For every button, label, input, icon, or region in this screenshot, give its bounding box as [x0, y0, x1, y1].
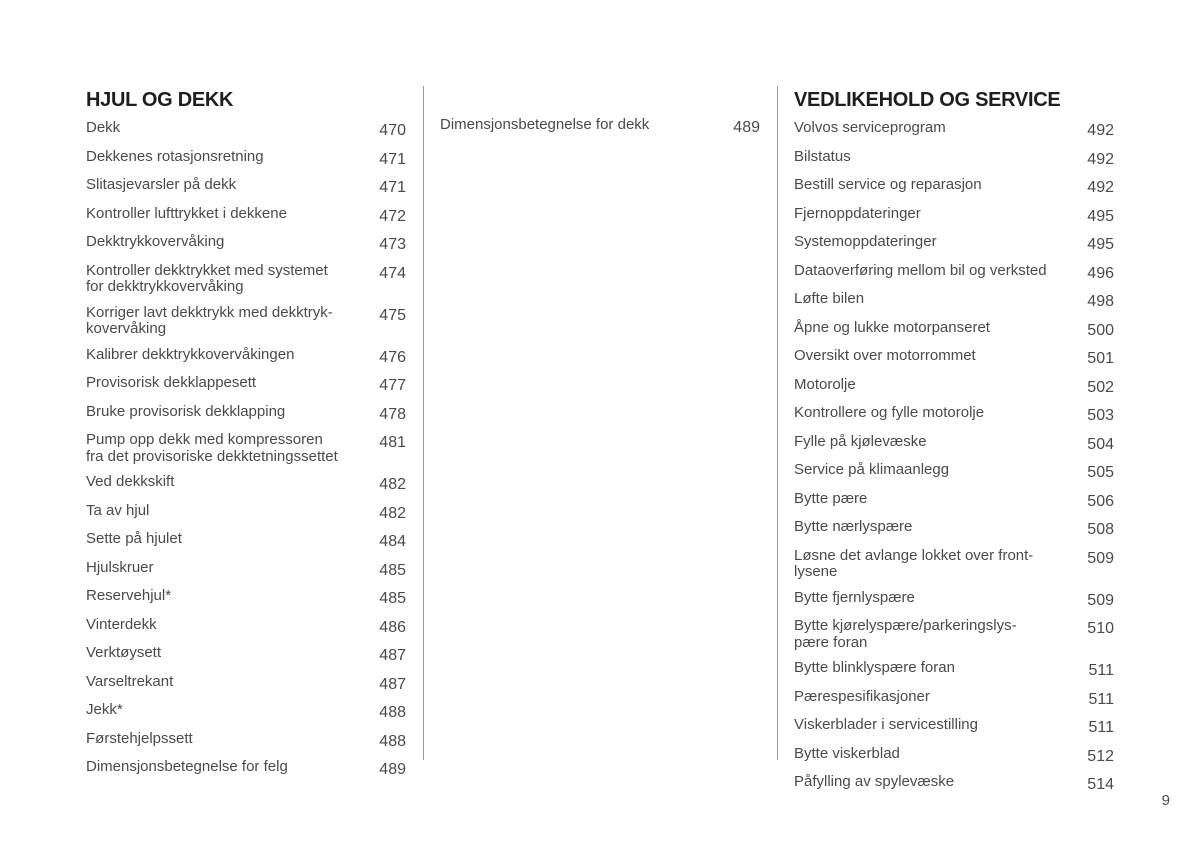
toc-entry-title: Bytte fjernlyspære: [794, 588, 915, 606]
toc-entry[interactable]: [794, 717, 1114, 737]
toc-entry-title: Dekktrykkovervåking: [86, 233, 225, 250]
toc-entry-title: Kalibrer dekktrykkovervåkingen: [86, 345, 295, 363]
toc-entry[interactable]: [794, 491, 1114, 511]
toc-entry-page: 492: [1087, 150, 1114, 168]
toc-entry-title: Løfte bilen: [794, 290, 865, 307]
toc-entry-page: 495: [1087, 207, 1114, 225]
toc-entry-page: 486: [379, 618, 406, 636]
toc-entry[interactable]: [86, 759, 406, 779]
toc-entry[interactable]: [794, 291, 1114, 311]
toc-entry-page: 471: [379, 150, 406, 168]
toc-entry-title: Bytte blinklyspære foran: [794, 659, 955, 676]
toc-entry-title: Bytte pære: [794, 489, 868, 507]
toc-entry-title: Viskerblader i servicestilling: [794, 716, 978, 733]
toc-entry[interactable]: [794, 618, 1114, 651]
toc-entry[interactable]: [86, 731, 406, 751]
toc-entry-page: 485: [379, 590, 406, 607]
toc-entry-page: 509: [1087, 549, 1114, 567]
toc-entry-title: Reservehjul*: [86, 587, 172, 604]
toc-entry-title: Kontroller lufttrykket i dekkene: [86, 204, 287, 222]
toc-entry-title: Kontroller dekktrykket med systemet for dekktrykkovervåking: [86, 261, 328, 295]
toc-entry[interactable]: [86, 674, 406, 694]
toc-entry-page: 504: [1087, 435, 1114, 453]
toc-entry-title: Bilstatus: [794, 147, 851, 165]
toc-entry[interactable]: [86, 560, 406, 580]
toc-entry-page: 481: [379, 434, 406, 451]
toc-entry-title: Varseltrekant: [86, 672, 174, 690]
toc-entry[interactable]: [86, 432, 406, 465]
toc-entry[interactable]: [86, 206, 406, 226]
toc-entry[interactable]: [794, 689, 1114, 709]
toc-entry-page: 478: [379, 405, 406, 423]
toc-entry-title: Ta av hjul: [86, 501, 150, 519]
toc-entry-title: Påfylling av spylevæske: [794, 773, 955, 790]
toc-entry-title: Kontrollere og fylle motorolje: [794, 404, 985, 421]
toc-entry-page: 511: [1088, 719, 1114, 736]
toc-entry-page: 510: [1087, 620, 1114, 637]
toc-entry-title: Sette på hjulet: [86, 530, 182, 547]
toc-entry-title: Pump opp dekk med kompressoren fra det provisoriske dekktetningssettet: [86, 431, 338, 465]
toc-entry[interactable]: [794, 120, 1114, 140]
toc-entry[interactable]: [86, 177, 406, 197]
section-heading: HJUL OG DEKK: [86, 89, 234, 111]
toc-entry-page: 501: [1087, 350, 1114, 367]
toc-entry-page: 495: [1087, 236, 1114, 253]
toc-entry-title: Systemoppdateringer: [794, 233, 937, 250]
toc-entry-page: 511: [1088, 690, 1114, 708]
toc-entry[interactable]: [794, 377, 1114, 397]
toc-entry-title: Dataoverføring mellom bil og verksted: [794, 261, 1047, 279]
toc-entry-title: Hjulskruer: [86, 558, 154, 576]
toc-entry[interactable]: [86, 503, 406, 523]
toc-entry[interactable]: [86, 234, 406, 254]
toc-entry[interactable]: [794, 234, 1114, 254]
page-number: 9: [1161, 792, 1170, 809]
toc-entry-title: Fylle på kjølevæske: [794, 432, 927, 450]
toc-column-continued: [440, 117, 760, 146]
toc-entry-page: 470: [379, 122, 406, 139]
toc-entry[interactable]: [86, 588, 406, 608]
toc-entry-title: Bytte kjørelyspære/parkeringslys- pære foran: [794, 617, 1017, 651]
toc-column-wheels-tyres: [86, 88, 406, 788]
toc-entry[interactable]: [86, 263, 406, 296]
toc-entry-title: Jekk*: [86, 701, 123, 718]
toc-entry[interactable]: [794, 348, 1114, 368]
toc-list: [440, 117, 760, 137]
section-heading: VEDLIKEHOLD OG SERVICE: [794, 89, 1061, 111]
toc-entry-title: Ved dekkskift: [86, 473, 175, 490]
column-divider: [777, 86, 778, 760]
toc-entry-page: 482: [379, 476, 406, 493]
toc-entry[interactable]: [794, 462, 1114, 482]
toc-entry-page: 488: [379, 704, 406, 721]
toc-entry[interactable]: [86, 702, 406, 722]
toc-entry-title: Verktøysett: [86, 644, 162, 661]
toc-entry-page: 511: [1088, 662, 1114, 679]
toc-entry-title: Bytte viskerblad: [794, 744, 900, 762]
toc-entry-title: Pærespesifikasjoner: [794, 687, 930, 705]
toc-entry[interactable]: [86, 474, 406, 494]
toc-entry-title: Førstehjelpssett: [86, 729, 193, 747]
toc-entry[interactable]: [86, 404, 406, 424]
toc-entry-page: 488: [379, 732, 406, 750]
toc-entry[interactable]: [794, 519, 1114, 539]
toc-entry-page: 514: [1087, 776, 1114, 793]
toc-entry-title: Dimensjonsbetegnelse for felg: [86, 758, 288, 775]
toc-entry-page: 489: [379, 761, 406, 778]
toc-entry-page: 492: [1087, 179, 1114, 196]
toc-entry-page: 500: [1087, 321, 1114, 339]
toc-entry-page: 475: [379, 306, 406, 324]
toc-entry[interactable]: [86, 120, 406, 140]
toc-entry-page: 502: [1087, 378, 1114, 396]
toc-entry-page: 485: [379, 561, 406, 579]
toc-entry-title: Service på klimaanlegg: [794, 461, 950, 478]
toc-entry-page: 496: [1087, 264, 1114, 282]
toc-entry-title: Dekkenes rotasjonsretning: [86, 147, 264, 165]
toc-entry-page: 509: [1087, 591, 1114, 609]
toc-entry[interactable]: [794, 590, 1114, 610]
toc-entry[interactable]: [794, 746, 1114, 766]
toc-entry[interactable]: [86, 375, 406, 395]
toc-entry[interactable]: [794, 177, 1114, 197]
toc-entry-page: 487: [379, 647, 406, 664]
toc-entry-title: Åpne og lukke motorpanseret: [794, 318, 990, 336]
toc-entry-page: 512: [1087, 747, 1114, 765]
toc-entry-page: 474: [379, 264, 406, 282]
toc-entry[interactable]: [794, 660, 1114, 680]
toc-entry-page: 487: [379, 675, 406, 693]
toc-entry-page: 482: [379, 504, 406, 522]
toc-entry-page: 505: [1087, 464, 1114, 481]
toc-entry-title: Oversikt over motorrommet: [794, 347, 976, 364]
toc-entry-page: 473: [379, 236, 406, 253]
toc-entry-title: Vinterdekk: [86, 615, 157, 633]
toc-entry-page: 492: [1087, 122, 1114, 139]
toc-entry-page: 471: [379, 179, 406, 196]
toc-entry-page: 508: [1087, 521, 1114, 538]
toc-entry[interactable]: [440, 117, 760, 137]
toc-entry[interactable]: [794, 548, 1114, 581]
toc-entry[interactable]: [794, 263, 1114, 283]
toc-entry-title: Korriger lavt dekktrykk med dekktryk- kovervåking: [86, 303, 333, 337]
toc-list: [86, 120, 406, 779]
toc-entry-title: Bestill service og reparasjon: [794, 176, 982, 193]
toc-entry-title: Fjernoppdateringer: [794, 204, 921, 222]
toc-entry-page: 477: [379, 377, 406, 394]
toc-entry-page: 498: [1087, 293, 1114, 310]
toc-entry[interactable]: [86, 645, 406, 665]
toc-entry-page: 476: [379, 348, 406, 366]
toc-entry[interactable]: [794, 774, 1114, 794]
toc-entry[interactable]: [86, 347, 406, 367]
toc-entry-title: Bruke provisorisk dekklapping: [86, 402, 286, 420]
toc-entry-page: 472: [379, 207, 406, 225]
toc-entry[interactable]: [86, 617, 406, 637]
column-divider: [423, 86, 424, 760]
toc-entry[interactable]: [794, 405, 1114, 425]
toc-entry[interactable]: [794, 320, 1114, 340]
toc-entry[interactable]: [86, 531, 406, 551]
toc-entry-title: Dekk: [86, 119, 121, 136]
toc-entry-page: 484: [379, 533, 406, 550]
toc-list: [794, 120, 1114, 794]
toc-entry[interactable]: [794, 149, 1114, 169]
toc-entry-title: Slitasjevarsler på dekk: [86, 176, 237, 193]
toc-entry[interactable]: [86, 149, 406, 169]
toc-entry-title: Bytte nærlyspære: [794, 518, 913, 535]
toc-entry[interactable]: [794, 206, 1114, 226]
toc-entry-title: Løsne det avlange lokket over front- lysene: [794, 546, 1034, 580]
toc-entry-title: Motorolje: [794, 375, 856, 393]
toc-entry-title: Provisorisk dekklappesett: [86, 374, 257, 391]
toc-entry-title: Dimensjonsbetegnelse for dekk: [440, 116, 650, 133]
toc-entry-title: Volvos serviceprogram: [794, 119, 946, 136]
toc-entry-page: 503: [1087, 407, 1114, 424]
toc-entry[interactable]: [794, 434, 1114, 454]
toc-column-maintenance-service: [794, 88, 1114, 803]
toc-entry-page: 506: [1087, 492, 1114, 510]
toc-entry[interactable]: [86, 305, 406, 338]
toc-entry-page: 489: [733, 119, 760, 136]
